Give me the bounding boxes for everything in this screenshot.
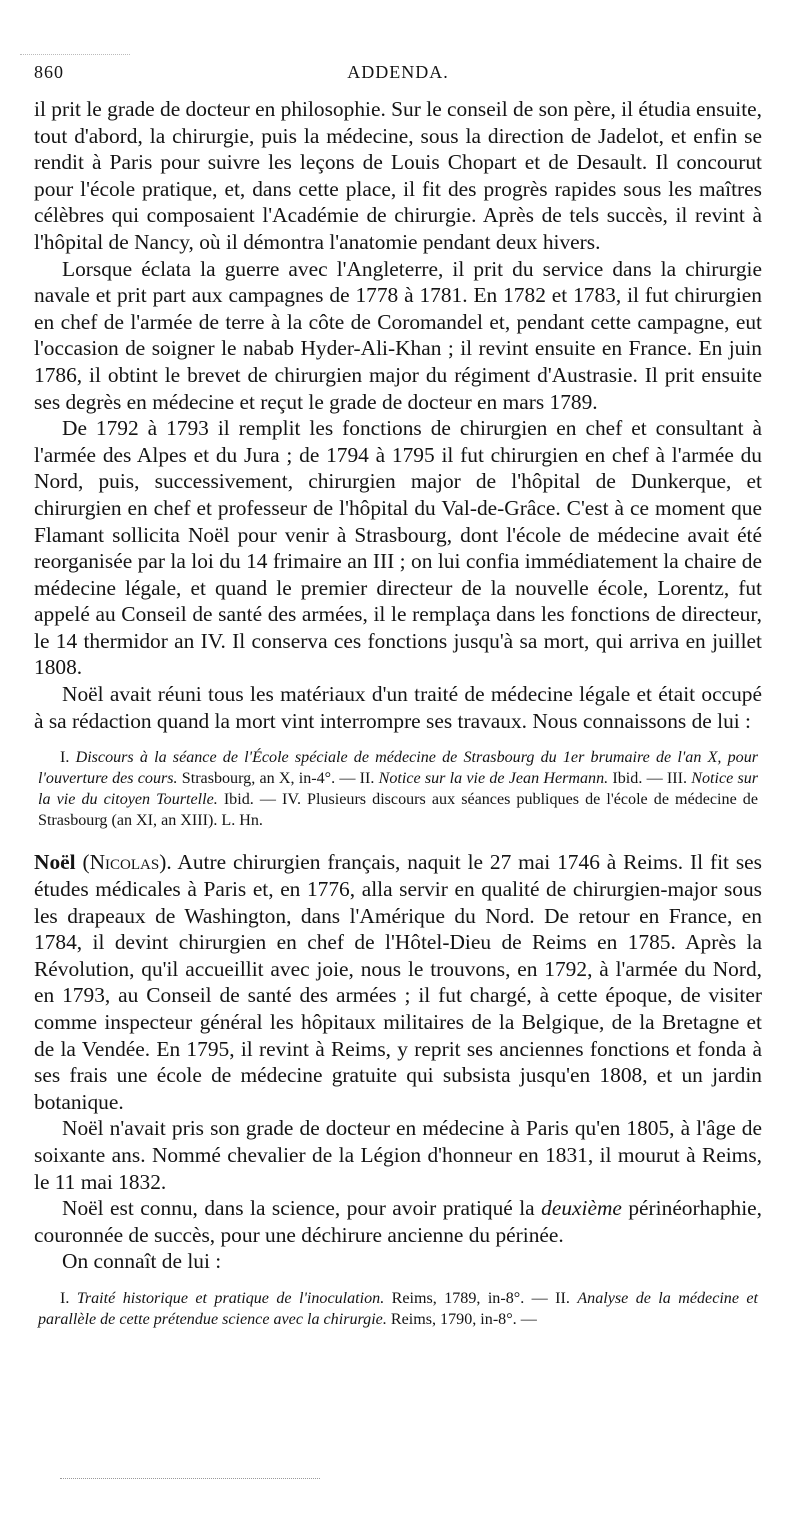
page-header (34, 62, 762, 96)
work-details: Strasbourg, an X, in-4°. — (177, 770, 360, 788)
work-title: Analyse de la médecine et parallèle de cette prétendue science avec la chirurgie. (38, 1289, 759, 1328)
work-title: Notice sur la vie de Jean Hermann. (378, 770, 609, 788)
top-edge-marks (20, 54, 130, 55)
entry-first-name: (Nicolas). (82, 850, 172, 875)
work-details: Ibid. — (608, 770, 667, 788)
emphasis: deuxième (541, 1196, 622, 1221)
bibliography-entry (38, 1289, 758, 1331)
bottom-edge-marks (60, 1478, 320, 1479)
work-title: Notice sur la vie du citoyen Tourtelle. (38, 770, 759, 808)
work-details: Ibid. — IV. Plusieurs discours aux séances publiques de l'école de médecine de Strasbourg (an XI, an XIII). L. Hn. (38, 790, 758, 829)
entry-text (34, 849, 762, 1275)
entry-body: Autre chirurgien français, naquit le 27 mai 1746 à Reims. Il fit ses études médicales à Paris et, en 1776, alla servir en qualité de chirurgien-major sous les drapeaux de Washington, dans l'Amérique du Nord. De retour en France, en 1784, il devint chirurgien en chef de l'Hôtel-Dieu de Reims en 1785. Après la Révolution, qu'il accueillit avec joie, nous le trouvons, en 1792, à l'armée du Nord, en 1793, au Conseil de santé des armées ; il fut chargé, à cette époque, de visiter comme inspecteur général les hôpitaux militaires de la Belgique, de la Bretagne et de la Vendée. En 1795, il revint à Reims, y reprit ses anciennes fonctions et fonda à ses frais une école de médecine gratuite qui subsista jusqu'en 1808, et un jardin botanique. (34, 850, 762, 1114)
work-title: Traité historique et pratique de l'inoculation. (76, 1289, 385, 1307)
paragraph (34, 1195, 762, 1248)
running-title: ADDENDA. (347, 62, 449, 82)
item-number: I. (60, 1289, 77, 1307)
paragraph: Noël avait réuni tous les matériaux d'un traité de médecine légale et était occupé à sa rédaction quand la mort vint interrompre ses travaux. Nous connaissons de lui : (34, 682, 762, 733)
work-title: Discours à la séance de l'École spéciale de médecine de Strasbourg du 1er brumaire de l'an X, pour l'ouverture des cours. (38, 749, 759, 788)
item-number: II. (555, 1289, 578, 1307)
bibliography-notes (34, 748, 762, 831)
item-number: I. (60, 749, 76, 767)
paragraph: Lorsque éclata la guerre avec l'Angleterre, il prit du service dans la chirurgie navale et prit part aux campagnes de 1778 à 1781. En 1782 et 1783, il fut chirurgien en chef de l'armée de terre à la côte de Coromandel et, pendant cette campagne, eut l'occasion de soigner le nabab Hyder-Ali-Khan ; il revint ensuite en France. En juin 1786, il obtint le brevet de chirurgien major du régiment d'Austrasie. Il prit ensuite ses degrès en médecine et reçut le grade de docteur en mars 1789. (34, 256, 762, 414)
item-number: II. (359, 770, 379, 788)
bibliography-entry (38, 748, 758, 831)
paragraph: De 1792 à 1793 il remplit les fonctions de chirurgien en chef et consultant à l'armée des Alpes et du Jura ; de 1794 à 1795 il fut chirurgien en chef à l'armée du Nord, puis, successivement, chirurgien major de l'hôpital de Dunkerque, et chirurgien en chef et professeur de l'hôpital du Val-de-Grâce. C'est à ce moment que Flamant sollicita Noël pour venir à Strasbourg, dont l'école de médecine avait été reorganisée par la loi du 14 frimaire an III ; on lui confia immédiatement la chaire de médecine légale, et quand le premier directeur de la nouvelle école, Lorentz, fut appelé au Conseil de santé des armées, il le remplaça dans les fonctions de directeur, le 14 thermidor an IV. Il conserva ces fonctions jusqu'à sa mort, qui arriva en juillet 1808. (34, 416, 762, 680)
page-number: 860 (34, 62, 64, 82)
text-run: périnéorhaphie, couronnée de succès, pour une déchirure ancienne du périnée. (34, 1196, 762, 1247)
item-number: III. (666, 770, 692, 788)
paragraph: il prit le grade de docteur en philosophie. Sur le conseil de son père, il étudia ensuite, tout d'abord, la chirurgie, puis la médecine, sous la direction de Jadelot, et enfin se rendit à Paris pour suivre les leçons de Louis Chopart et de Desault. Il concourut pour l'école pratique, et, dans cette place, il fit des progrès rapides sous les maîtres célèbres qui composaient l'Académie de chirurgie. Après de tels succès, il revint à l'hôpital de Nancy, où il démontra l'anatomie pendant deux hivers. (34, 97, 762, 254)
bibliography-notes-2 (34, 1289, 762, 1331)
body-text (34, 96, 762, 734)
text-run: Noël est connu, dans la science, pour avoir pratiqué la (62, 1196, 542, 1221)
entry-name: Noël (34, 850, 76, 875)
paragraph: Noël n'avait pris son grade de docteur en médecine à Paris qu'en 1805, à l'âge de soixante ans. Nommé chevalier de la Légion d'honneur en 1831, il mourut à Reims, le 11 mai 1832. (34, 1116, 762, 1194)
work-details: Reims, 1790, in-8°. — (386, 1310, 537, 1328)
work-details: Reims, 1789, in-8°. — (384, 1289, 556, 1307)
paragraph: On connaît de lui : (62, 1249, 222, 1274)
entry-paragraph (34, 849, 762, 1115)
document-page (34, 62, 762, 1349)
